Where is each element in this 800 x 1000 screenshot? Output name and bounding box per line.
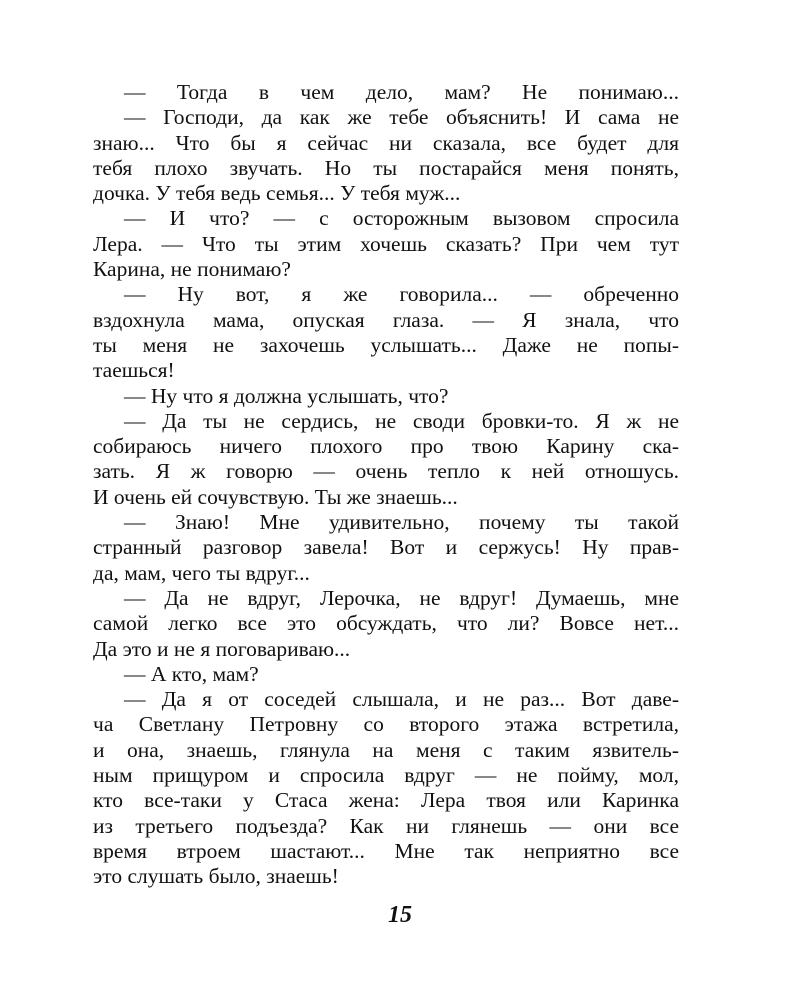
text-line: — Да ты не сердись, не своди бровки-то. Я ж не xyxy=(124,408,679,433)
text-line: из третьего подъезда? Как ни глянешь — они все xyxy=(93,813,679,838)
text-line: собираюсь ничего плохого про твою Карину ска- xyxy=(93,434,679,459)
text-line: Карина, не понимаю? xyxy=(93,257,291,282)
text-line: И очень ей сочувствую. Ты же знаешь... xyxy=(93,484,458,509)
text-line: ча Светлану Петровну со второго этажа встретила, xyxy=(93,712,679,737)
book-page-text xyxy=(93,80,679,890)
text-line: — Господи, да как же тебе объяснить! И сама не xyxy=(124,105,679,130)
text-line: — Тогда в чем дело, мам? Не понимаю... xyxy=(124,80,679,104)
text-line: Лера. — Что ты этим хочешь сказать? При чем тут xyxy=(93,231,679,256)
text-line: ты меня не захочешь услышать... Даже не попы- xyxy=(93,332,679,357)
text-line: и она, знаешь, глянула на меня с таким язвитель- xyxy=(93,737,679,762)
text-line: Да это и не я поговариваю... xyxy=(93,636,351,661)
text-line: самой легко все это обсуждать, что ли? Вовсе нет... xyxy=(93,611,679,636)
text-line: это слушать было, знаешь! xyxy=(93,864,339,889)
text-line: — Ну вот, я же говорила... — обреченно xyxy=(124,282,679,307)
text-line: да, мам, чего ты вдруг... xyxy=(93,560,310,585)
page-number: 15 xyxy=(388,902,412,928)
text-line: — Знаю! Мне удивительно, почему ты такой xyxy=(124,510,679,535)
text-line: тебя плохо звучать. Но ты постарайся меня понять, xyxy=(93,155,679,180)
text-line: — А кто, мам? xyxy=(124,661,259,686)
text-line: — Ну что я должна услышать, что? xyxy=(124,383,449,408)
text-line: дочка. У тебя ведь семья... У тебя муж... xyxy=(93,181,461,206)
text-line: время втроем шастают... Мне так неприятно все xyxy=(93,838,679,863)
text-line: — Да я от соседей слышала, и не раз... Вот даве- xyxy=(124,687,679,712)
text-line: — И что? — с осторожным вызовом спросила xyxy=(124,206,679,231)
text-line: кто все-таки у Стаса жена: Лера твоя или Каринка xyxy=(93,788,679,813)
text-line: знаю... Что бы я сейчас ни сказала, все будет для xyxy=(93,130,679,155)
text-line: ным прищуром и спросила вдруг — не пойму, мол, xyxy=(93,763,679,788)
text-line: зать. Я ж говорю — очень тепло к ней отношусь. xyxy=(93,459,679,484)
text-line: вздохнула мама, опуская глаза. — Я знала, что xyxy=(93,307,679,332)
text-line: странный разговор завела! Вот и сержусь! Ну прав- xyxy=(93,535,679,560)
text-line: таешься! xyxy=(93,358,175,383)
text-line: — Да не вдруг, Лерочка, не вдруг! Думаешь, мне xyxy=(124,585,679,610)
